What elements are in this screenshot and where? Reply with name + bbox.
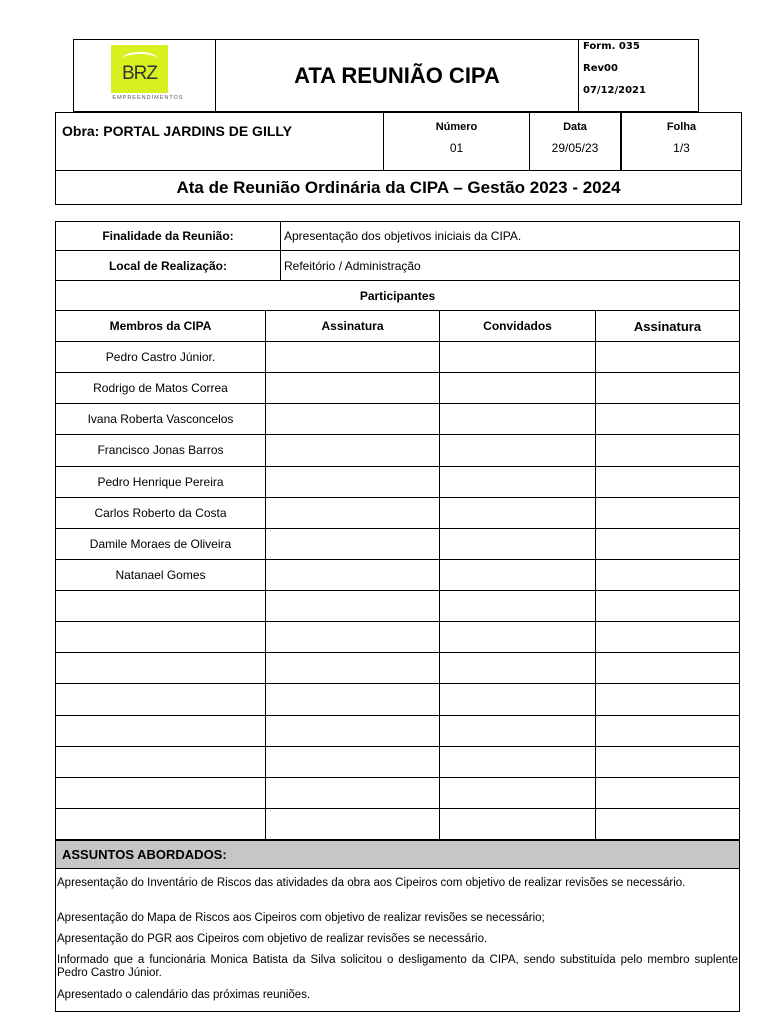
assunto-item: Informado que a funcionária Monica Batista da Silva solicitou o desligamento da CIPA, sendo substituída pelo membro suplente Pedro Castro Júnior. [57,954,738,979]
member-name [56,684,265,714]
guest-name-cell[interactable] [440,778,595,808]
guest-name-cell[interactable] [440,591,595,621]
member-name [56,653,265,683]
folha-label: Folha [666,121,697,133]
guest-signature-cell[interactable] [596,653,739,683]
folha-cell [622,113,741,170]
folha-value: 1/3 [673,141,690,155]
guest-signature-cell[interactable] [596,747,739,777]
member-name [56,778,265,808]
local-label: Local de Realização: [108,258,228,273]
guest-signature-cell[interactable] [596,467,739,497]
guest-name-cell[interactable] [440,404,595,434]
member-signature-cell[interactable] [266,684,439,714]
meeting-subtitle: Ata de Reunião Ordinária da CIPA – Gestão 2023 - 2024 [55,171,742,205]
guest-name-cell[interactable] [440,809,595,839]
guest-signature-cell[interactable] [596,560,739,590]
numero-value: 01 [449,141,464,155]
participants-header-row [55,311,740,342]
member-signature-cell[interactable] [266,467,439,497]
guest-name-cell[interactable] [440,560,595,590]
member-name: Rodrigo de Matos Correa [93,381,228,396]
participantes-label: Participantes [359,288,436,303]
guest-signature-cell[interactable] [596,373,739,403]
obra-name: Obra: PORTAL JARDINS DE GILLY [62,123,292,139]
table-row [55,373,740,404]
member-name [56,716,265,746]
member-signature-cell[interactable] [266,778,439,808]
guest-name-cell[interactable] [440,747,595,777]
col-membros: Membros da CIPA [109,319,212,333]
table-row [55,778,740,809]
table-row [55,591,740,622]
guest-signature-cell[interactable] [596,498,739,528]
table-row [55,809,740,840]
member-signature-cell[interactable] [266,747,439,777]
table-row [55,716,740,747]
guest-signature-cell[interactable] [596,684,739,714]
guest-name-cell[interactable] [440,467,595,497]
member-signature-cell[interactable] [266,622,439,652]
local-value: Refeitório / Administração [284,258,421,273]
member-signature-cell[interactable] [266,560,439,590]
guest-signature-cell[interactable] [596,809,739,839]
col-assinatura-convidado: Assinatura [633,318,702,334]
member-name [56,591,265,621]
member-signature-cell[interactable] [266,404,439,434]
logo-text: BRZ [122,63,157,84]
member-signature-cell[interactable] [266,716,439,746]
table-row [55,560,740,591]
member-name: Natanael Gomes [115,567,206,582]
table-row [55,653,740,684]
guest-signature-cell[interactable] [596,435,739,465]
assunto-item: Apresentado o calendário das próximas reuniões. [57,989,311,1001]
guest-name-cell[interactable] [440,716,595,746]
finalidade-label: Finalidade da Reunião: [102,229,234,243]
member-signature-cell[interactable] [266,342,439,372]
guest-signature-cell[interactable] [596,591,739,621]
member-name [56,747,265,777]
logo-subtext: EMPREENDIMENTOS [112,95,184,101]
member-signature-cell[interactable] [266,435,439,465]
member-signature-cell[interactable] [266,529,439,559]
guest-name-cell[interactable] [440,622,595,652]
form-revision: Rev00 [583,63,618,74]
numero-cell [384,113,530,170]
table-row [55,622,740,653]
form-meta [579,40,698,111]
assuntos-body [55,869,740,1012]
brz-logo [111,45,168,93]
guest-signature-cell[interactable] [596,716,739,746]
assunto-item: Apresentação do PGR aos Cipeiros com objetivo de realizar revisões se necessário. [57,933,488,945]
guest-name-cell[interactable] [440,373,595,403]
table-row [55,684,740,715]
table-row [55,498,740,529]
member-name: Francisco Jonas Barros [97,443,224,458]
member-name [56,809,265,839]
member-signature-cell[interactable] [266,591,439,621]
member-signature-cell[interactable] [266,498,439,528]
member-name: Carlos Roberto da Costa [94,505,227,520]
form-number: Form. 035 [583,41,640,52]
guest-name-cell[interactable] [440,653,595,683]
table-row [55,529,740,560]
member-name: Pedro Castro Júnior. [105,350,216,365]
col-assinatura-membro: Assinatura [321,319,384,333]
assunto-item: Apresentação do Mapa de Riscos aos Cipeiros com objetivo de realizar revisões se necessário; [57,912,545,924]
guest-signature-cell[interactable] [596,529,739,559]
guest-signature-cell[interactable] [596,622,739,652]
table-row [55,467,740,498]
guest-name-cell[interactable] [440,342,595,372]
document-header [73,39,699,112]
member-signature-cell[interactable] [266,373,439,403]
finalidade-value: Apresentação dos objetivos iniciais da CIPA. [284,229,522,243]
local-row [55,251,740,281]
guest-name-cell[interactable] [440,498,595,528]
member-signature-cell[interactable] [266,809,439,839]
data-cell [530,113,622,170]
document-title: ATA REUNIÃO CIPA [216,40,579,111]
guest-name-cell[interactable] [440,529,595,559]
assunto-item: Apresentação do Inventário de Riscos das atividades da obra aos Cipeiros com objetivo de realizar revisões se necessário. [57,877,686,889]
table-row [55,404,740,435]
obra-cell [56,113,384,170]
col-convidados: Convidados [483,319,552,333]
member-name: Pedro Henrique Pereira [97,474,224,489]
member-name: Ivana Roberta Vasconcelos [87,412,234,427]
member-signature-cell[interactable] [266,653,439,683]
guest-signature-cell[interactable] [596,342,739,372]
data-label: Data [563,121,587,133]
participantes-row [55,281,740,311]
form-date: 07/12/2021 [583,85,646,96]
data-value: 29/05/23 [551,141,599,155]
logo-cell [74,40,216,111]
table-row [55,435,740,466]
guest-signature-cell[interactable] [596,404,739,434]
assuntos-header: ASSUNTOS ABORDADOS: [55,840,740,869]
member-name [56,622,265,652]
table-row [55,342,740,373]
member-name: Damile Moraes de Oliveira [89,536,232,551]
guest-signature-cell[interactable] [596,778,739,808]
guest-name-cell[interactable] [440,684,595,714]
finalidade-row [55,221,740,251]
table-row [55,747,740,778]
numero-label: Número [435,121,478,133]
obra-row [55,112,742,171]
guest-name-cell[interactable] [440,435,595,465]
